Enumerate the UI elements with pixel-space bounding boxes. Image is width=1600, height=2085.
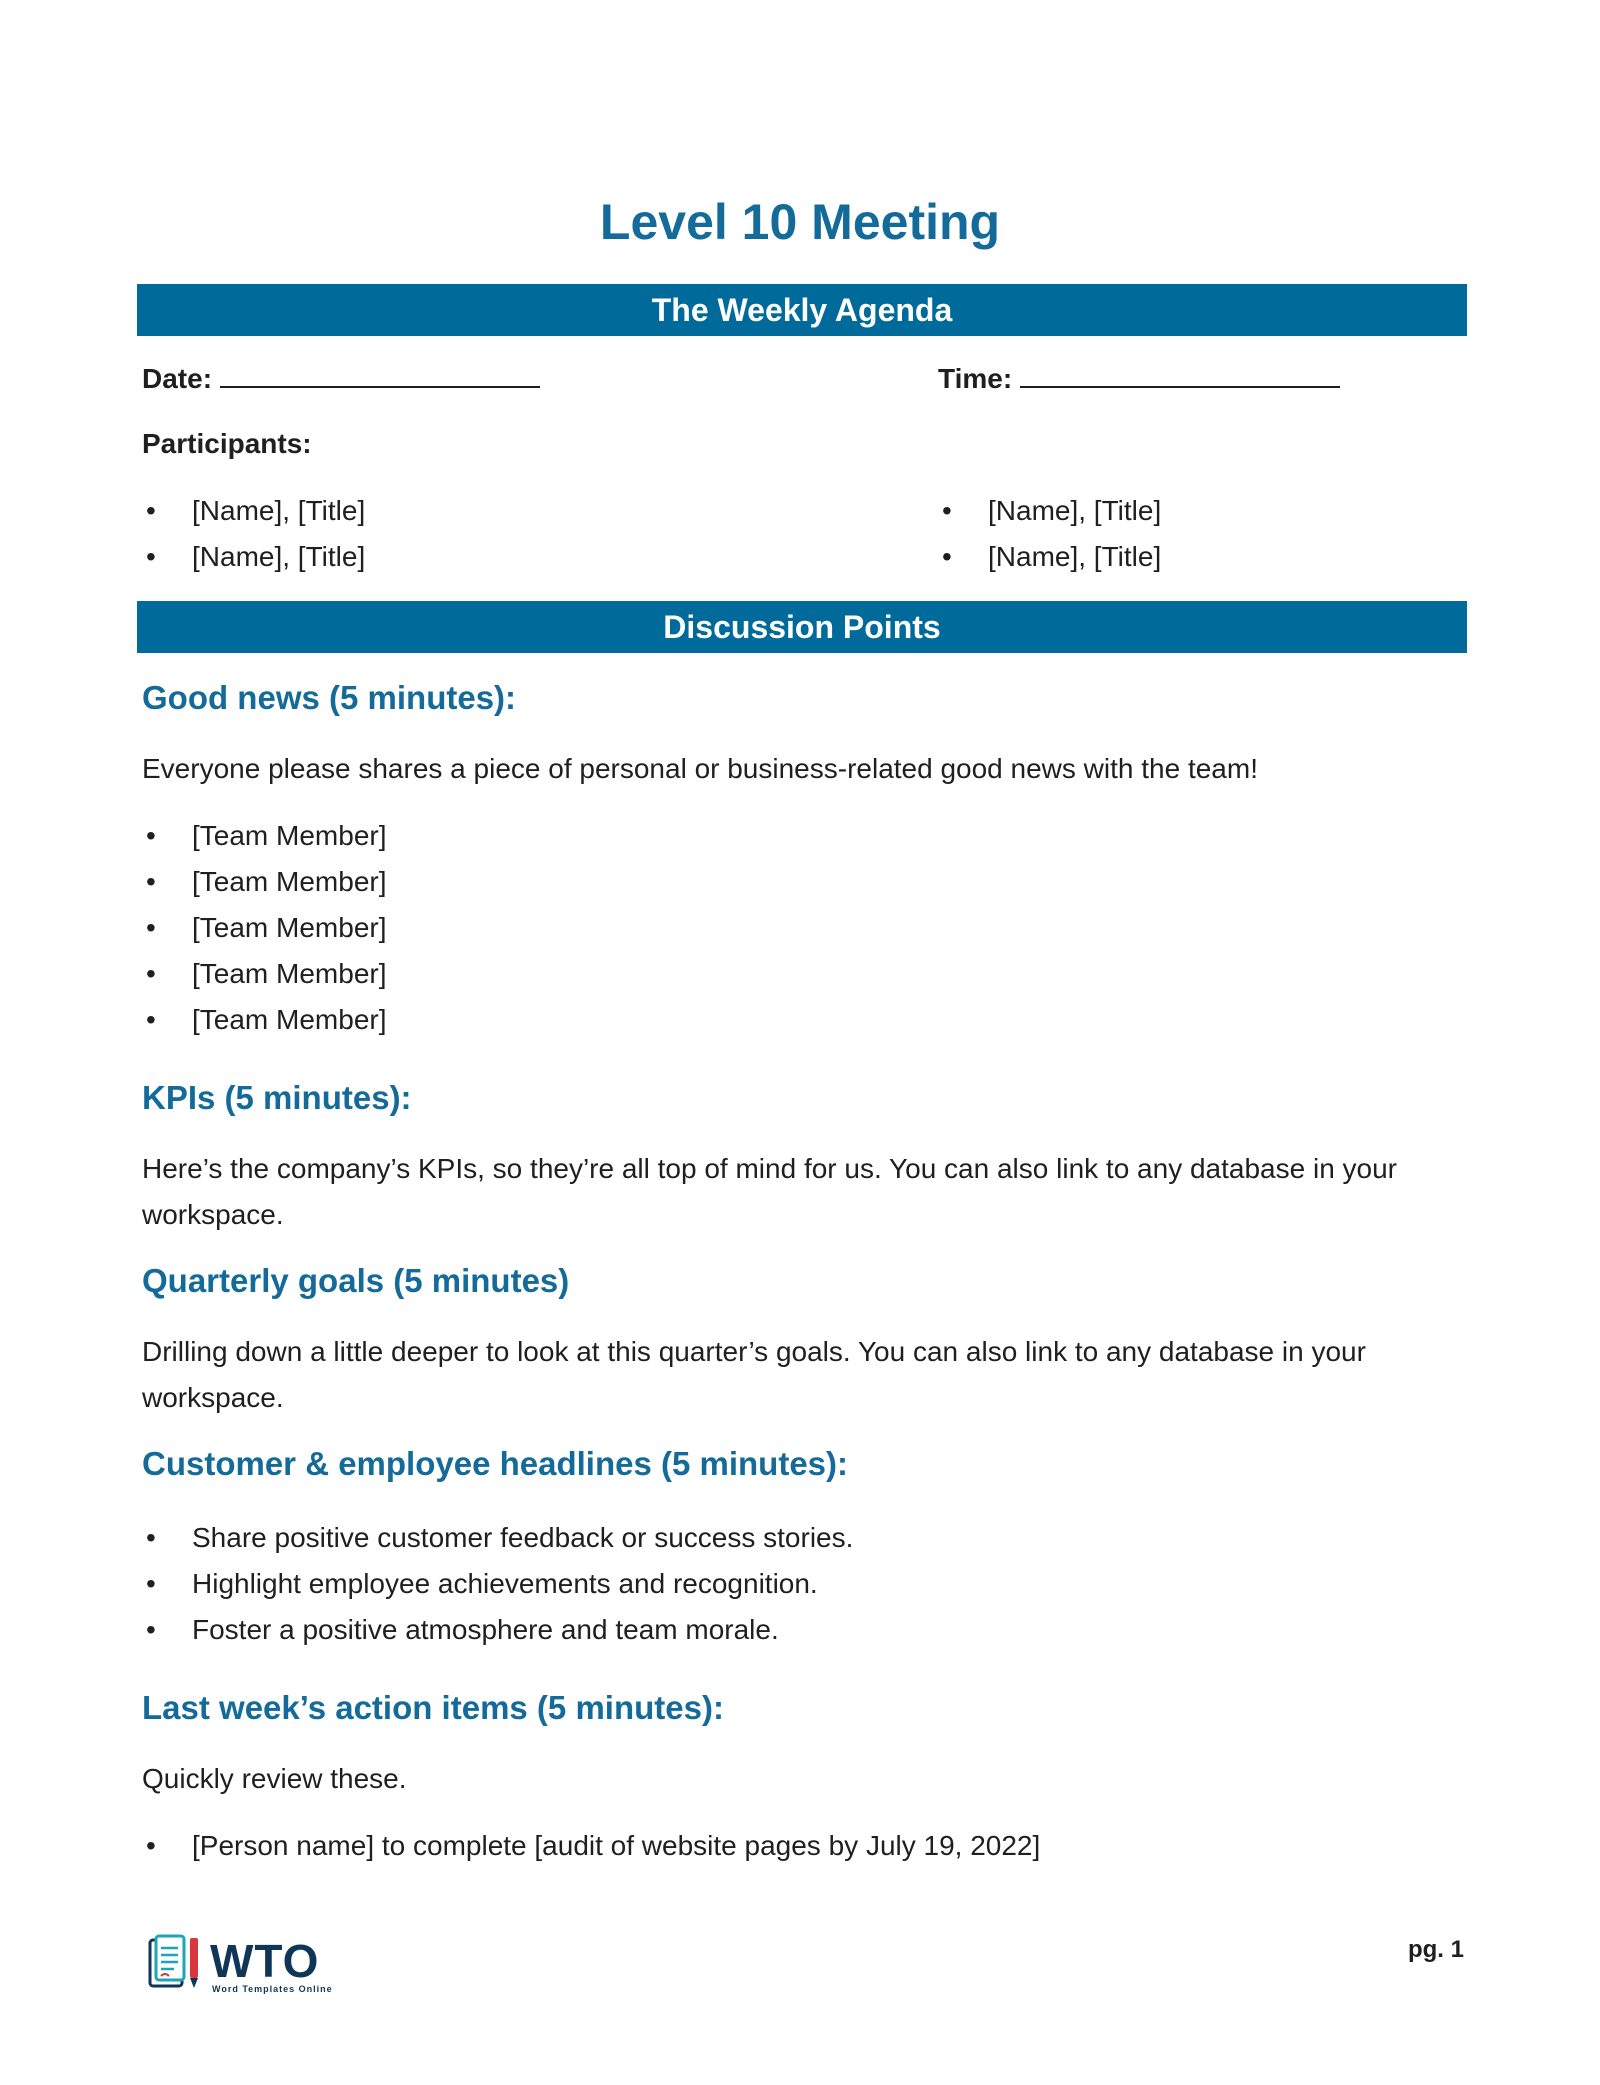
bullet-icon: • [942, 541, 952, 572]
document-title: Level 10 Meeting [599, 194, 1001, 250]
bullet-icon: • [146, 958, 156, 989]
list-item: • [Person name] to complete [audit of website pages by July 19, 2022] [142, 1823, 1040, 1869]
list-item: • [Team Member] [142, 813, 387, 859]
bullet-icon: • [146, 912, 156, 943]
quarterly-goals-text: Drilling down a little deeper to look at this quarter’s goals. You can also link to any database in your workspace. [142, 1336, 1366, 1413]
date-field [142, 358, 540, 399]
bullet-icon: • [146, 1568, 156, 1599]
agenda-bar: The Weekly Agenda [137, 284, 1467, 336]
kpis-heading: KPIs (5 minutes): [142, 1079, 412, 1116]
list-item: • [Team Member] [142, 859, 387, 905]
date-blank-line [220, 358, 540, 388]
time-blank-line [1020, 358, 1340, 388]
logo-subtext: Word Templates Online [212, 1984, 333, 1994]
headlines-list [142, 1515, 853, 1653]
list-item: • [Team Member] [142, 905, 387, 951]
bullet-icon: • [146, 1004, 156, 1035]
list-item: • Foster a positive atmosphere and team morale. [142, 1607, 853, 1653]
action-items-text: Quickly review these. [142, 1763, 407, 1794]
document-pen-icon [146, 1934, 206, 1994]
participants-left-list [142, 488, 365, 580]
quarterly-goals-heading: Quarterly goals (5 minutes) [142, 1262, 570, 1299]
good-news-list [142, 813, 387, 1043]
bullet-icon: • [146, 820, 156, 851]
time-field [938, 358, 1340, 399]
logo-text: WTO [210, 1935, 320, 1987]
action-items-heading: Last week’s action items (5 minutes): [142, 1689, 724, 1726]
good-news-text: Everyone please shares a piece of personal or business-related good news with the team! [142, 753, 1258, 784]
discussion-bar: Discussion Points [137, 601, 1467, 653]
action-items-list [142, 1823, 1040, 1869]
bullet-icon: • [146, 1614, 156, 1645]
kpis-text: Here’s the company’s KPIs, so they’re all top of mind for us. You can also link to any database in your workspace. [142, 1153, 1398, 1230]
list-item: • Highlight employee achievements and recognition. [142, 1561, 853, 1607]
list-item: • [Team Member] [142, 997, 387, 1043]
date-label: Date: [142, 363, 213, 394]
wto-logo [146, 1934, 333, 1994]
bullet-icon: • [146, 541, 156, 572]
time-label: Time: [938, 363, 1013, 394]
headlines-heading: Customer & employee headlines (5 minutes): [142, 1445, 849, 1482]
bullet-icon: • [146, 495, 156, 526]
bullet-icon: • [146, 1830, 156, 1861]
bullet-icon: • [146, 1522, 156, 1553]
participants-right-list [938, 488, 1161, 580]
good-news-heading: Good news (5 minutes): [142, 679, 517, 716]
list-item: • [Name], [Title] [938, 534, 1161, 580]
list-item: • [Name], [Title] [142, 488, 365, 534]
list-item: • [Name], [Title] [938, 488, 1161, 534]
bullet-icon: • [146, 866, 156, 897]
participants-label: Participants: [142, 428, 312, 459]
list-item: • Share positive customer feedback or success stories. [142, 1515, 853, 1561]
bullet-icon: • [942, 495, 952, 526]
list-item: • [Name], [Title] [142, 534, 365, 580]
list-item: • [Team Member] [142, 951, 387, 997]
page-number: pg. 1 [1407, 1936, 1464, 1963]
